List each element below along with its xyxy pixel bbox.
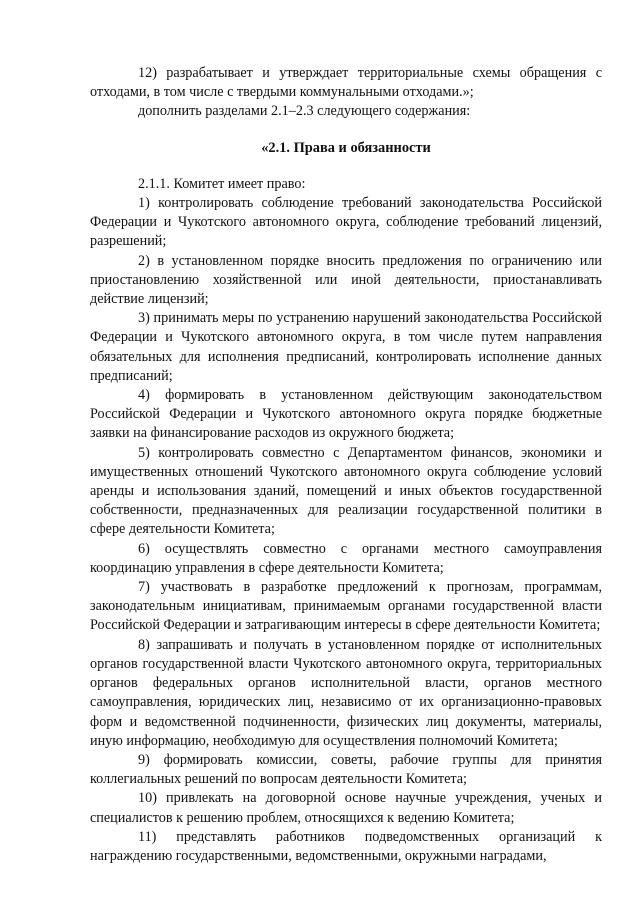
list-item-11: 11) представлять работников подведомственных организаций к награждению государственными, ведомственными, окружными наградами, [90,828,602,864]
subsection-lead: 2.1.1. Комитет имеет право: [138,175,306,192]
list-item-5: 5) контролировать совместно с Департаментом финансов, экономики и имущественных отношений Чукотского автономного округа соблюдение условий аренды и использования зданий, помещений и иных объектов государственной собственности, предназначенных для реализации государственной политики в сфере деятельности Комитета; [90,444,602,538]
list-item-6: 6) осуществлять совместно с органами местного самоуправления координацию управления в сфере деятельности Комитета; [90,540,602,576]
intro-paragraph-amend: дополнить разделами 2.1–2.3 следующего содержания: [138,103,471,120]
document-page [90,64,602,866]
list-item-1: 1) контролировать соблюдение требований законодательства Российской Федерации и Чукотского автономного округа, соблюдение требований лицензий, разрешений; [90,195,602,250]
list-item-9: 9) формировать комиссии, советы, рабочие группы для принятия коллегиальных решений по вопросам деятельности Комитета; [90,751,602,788]
list-item-2: 2) в установленном порядке вносить предложения по ограничению или приостановлению хозяйственной или иной деятельности, приостанавливать действие лицензий; [90,252,602,308]
list-item-7: 7) участвовать в разработке предложений к прогнозам, программам, законодательным инициативам, принимаемым органами государственной власти Российской Федерации и затрагивающим интересы в сфере деятельности Комитета; [90,579,602,634]
list-item-8: 8) запрашивать и получать в установленном порядке от исполнительных органов государственной власти Чукотского автономного округа, территориальных органов федеральных органов исполнительной власти, органов местного самоуправления, юридических лиц, независимо от их организационно-правовых форм и ведомственной подчиненности, физических лиц документы, материалы, иную информацию, необходимую для осуществления полномочий Комитета; [90,636,602,749]
list-item-4: 4) формировать в установленном действующим законодательством Российской Федерации и Чукотского автономного округа порядке бюджетные заявки на финансирование расходов из окружного бюджета; [90,387,602,442]
list-item-3: 3) принимать меры по устранению нарушений законодательства Российской Федерации и Чукотского автономного округа, в том числе путем направления обязательных для исполнения предписаний, контролировать исполнение данных предписаний; [90,310,602,384]
section-heading: «2.1. Права и обязанности [261,139,431,156]
list-item-10: 10) привлекать на договорной основе научные учреждения, ученых и специалистов к решению проблем, относящихся к ведению Комитета; [90,790,602,826]
intro-paragraph-12: 12) разрабатывает и утверждает территориальные схемы обращения с отходами, в том числе с твердыми коммунальными отходами.»; [90,65,602,101]
